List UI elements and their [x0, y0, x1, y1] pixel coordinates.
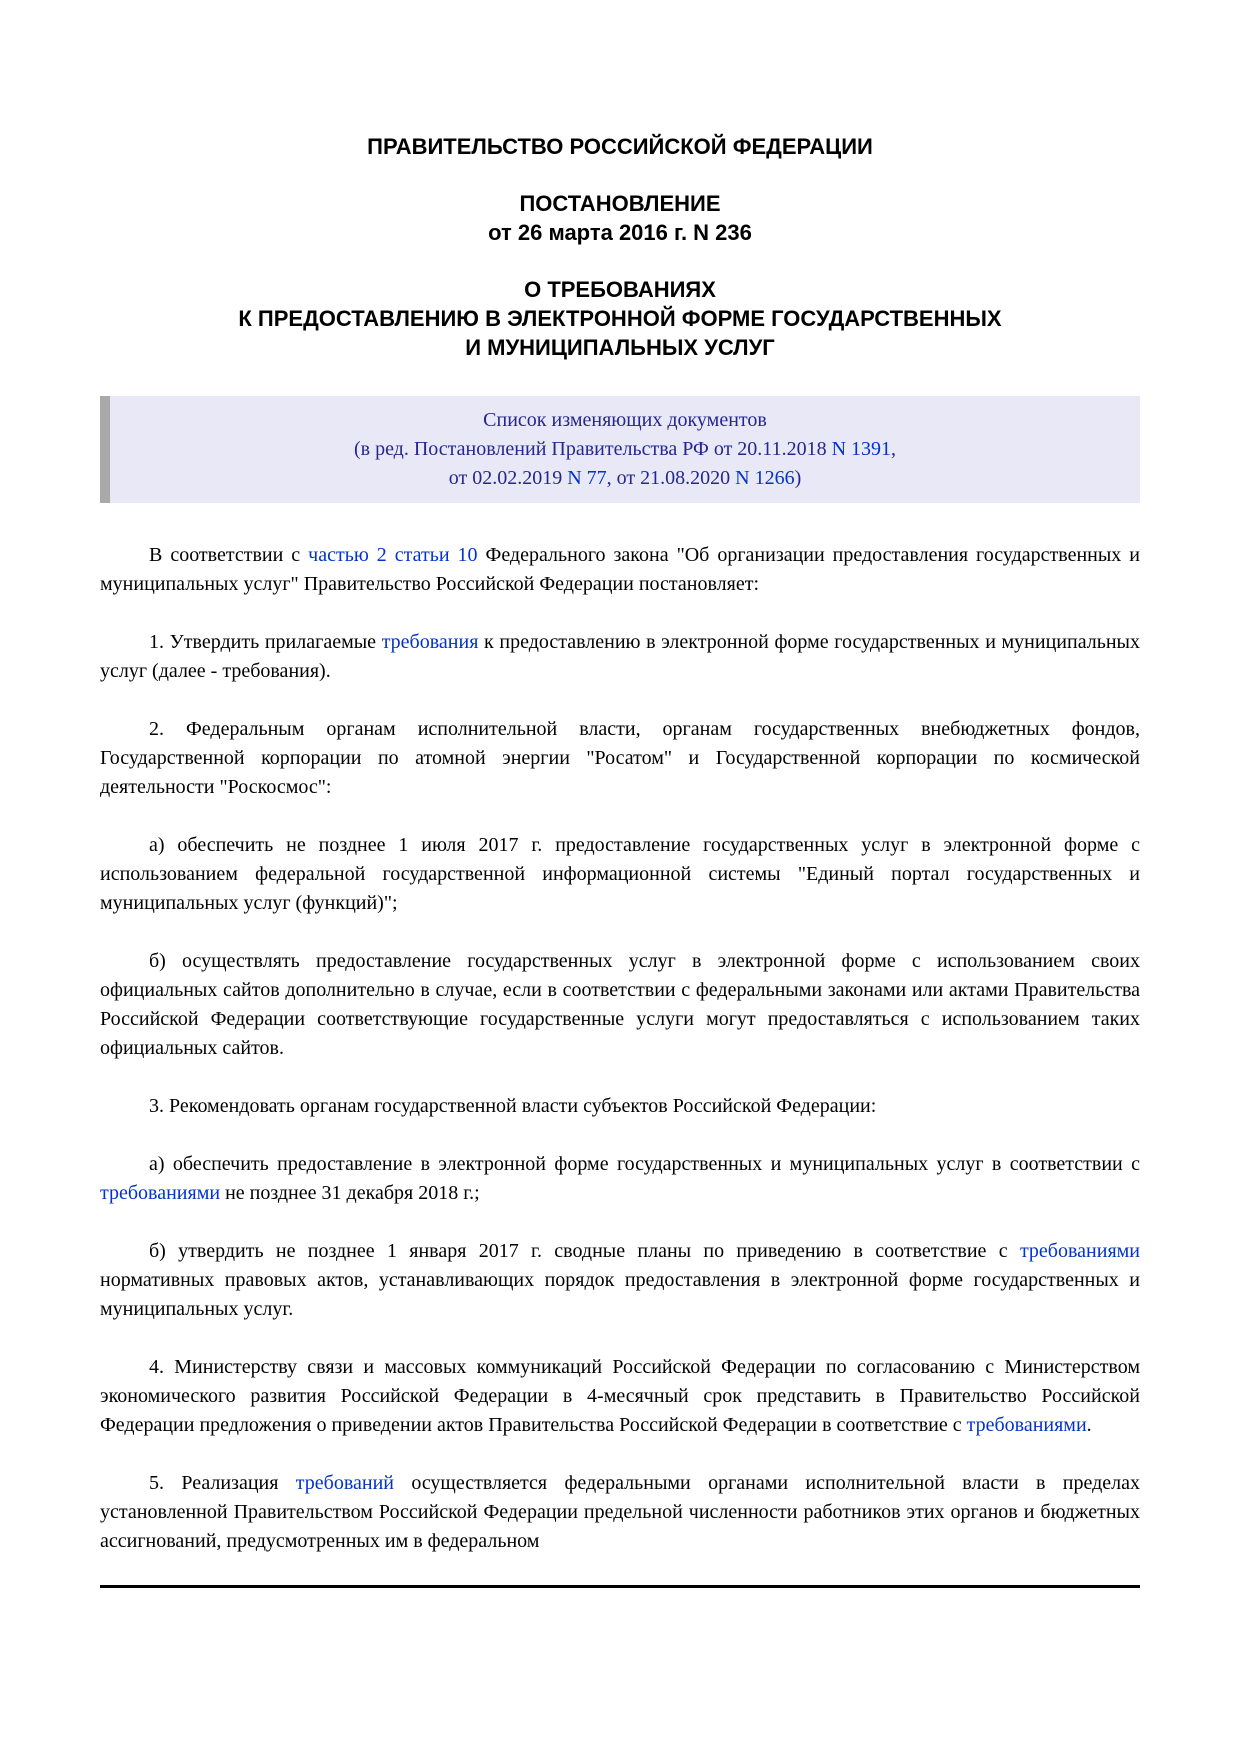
- doc-link[interactable]: требованиями: [1019, 1240, 1140, 1262]
- page-break-rule: [100, 1585, 1140, 1588]
- doc-link[interactable]: N 1266: [735, 467, 795, 489]
- doc-date-number: от 26 марта 2016 г. N 236: [488, 220, 752, 245]
- amendments-box-line: [130, 435, 1120, 464]
- paragraph: [100, 1150, 1140, 1208]
- text-run: 5. Реализация: [149, 1472, 296, 1494]
- text-run: ): [794, 467, 802, 489]
- paragraph: [100, 831, 1140, 918]
- doc-subject-line: К ПРЕДОСТАВЛЕНИЮ В ЭЛЕКТРОННОЙ ФОРМЕ ГОСУДАРСТВЕННЫХ: [238, 306, 1002, 331]
- text-run: а) обеспечить предоставление в электронной форме государственных и муниципальных услуг в соответствии с: [149, 1153, 1140, 1175]
- text-run: б) осуществлять предоставление государственных услуг в электронной форме с использованием своих официальных сайтов дополнительно в случае, если в соответствии с федеральными законами или актами Правительства Российской Федерации соответствующие государственные услуги могут предоставляться с использованием таких официальных сайтов.: [100, 950, 1140, 1059]
- text-run: ,: [891, 438, 897, 460]
- paragraph: [100, 1469, 1140, 1556]
- paragraph: [100, 1237, 1140, 1324]
- text-run: (в ред. Постановлений Правительства РФ от 20.11.2018: [353, 438, 832, 460]
- text-run: б) утвердить не позднее 1 января 2017 г. сводные планы по приведению в соответствие с: [149, 1240, 1020, 1262]
- text-run: 3. Рекомендовать органам государственной власти субъектов Российской Федерации:: [149, 1095, 877, 1117]
- text-run: осуществляется федеральными органами исполнительной власти в пределах установленной Правительством Российской Федерации предельной численности работников этих органов и бюджетных ассигнований, предусмотренных им в федеральном: [100, 1472, 1140, 1552]
- doc-link[interactable]: частью 2 статьи 10: [308, 544, 478, 566]
- authority-title: [100, 132, 1140, 161]
- doc-type-block: [100, 189, 1140, 247]
- text-run: 1. Утвердить прилагаемые: [149, 631, 382, 653]
- text-run: 4. Министерству связи и массовых коммуникаций Российской Федерации по согласованию с Министерством экономического развития Российской Федерации в 4-месячный срок представить в Правительство Российской Федерации предложения о приведении актов Правительства Российской Федерации в соответствие с: [100, 1356, 1140, 1436]
- text-run: 2. Федеральным органам исполнительной власти, органам государственных внебюджетных фондов, Государственной корпорации по атомной энергии "Росатом" и Государственной корпорации по космической деятельности "Роскосмос":: [100, 718, 1140, 798]
- doc-link[interactable]: требования: [381, 631, 479, 653]
- text-run: Федерального закона "Об организации предоставления государственных и муниципальных услуг" Правительство Российской Федерации постановляет:: [100, 544, 1140, 595]
- paragraph: [100, 715, 1140, 802]
- paragraph: [100, 947, 1140, 1063]
- amendments-box: [100, 396, 1140, 503]
- authority-title-text: ПРАВИТЕЛЬСТВО РОССИЙСКОЙ ФЕДЕРАЦИИ: [367, 134, 873, 159]
- doc-link[interactable]: N 77: [567, 467, 607, 489]
- text-run: , от 21.08.2020: [606, 467, 736, 489]
- paragraph: [100, 1353, 1140, 1440]
- doc-subject-line: О ТРЕБОВАНИЯХ: [524, 277, 716, 302]
- doc-link[interactable]: требованиями: [100, 1182, 221, 1204]
- text-run: от 02.02.2019: [448, 467, 568, 489]
- doc-link[interactable]: требованиями: [966, 1414, 1087, 1436]
- doc-subject: [100, 275, 1140, 362]
- text-run: к предоставлению в электронной форме государственных и муниципальных услуг (далее - требования).: [100, 631, 1140, 682]
- doc-type: ПОСТАНОВЛЕНИЕ: [519, 191, 721, 216]
- paragraph: [100, 1092, 1140, 1121]
- text-run: нормативных правовых актов, устанавливающих порядок предоставления в электронной форме государственных и муниципальных услуг.: [100, 1269, 1140, 1320]
- doc-link[interactable]: N 1391: [831, 438, 892, 460]
- amendments-box-line: [130, 464, 1120, 493]
- text-run: а) обеспечить не позднее 1 июля 2017 г. предоставление государственных услуг в электронной форме с использованием федеральной государственной информационной системы "Единый портал государственных и муниципальных услуг (функций)";: [100, 834, 1140, 914]
- text-run: .: [1086, 1414, 1092, 1436]
- doc-subject-line: И МУНИЦИПАЛЬНЫХ УСЛУГ: [465, 335, 775, 360]
- text-run: Список изменяющих документов: [483, 409, 767, 431]
- text-run: В соответствии с: [149, 544, 309, 566]
- paragraph: [100, 628, 1140, 686]
- amendments-box-line: [130, 406, 1120, 435]
- paragraph: [100, 541, 1140, 599]
- text-run: не позднее 31 декабря 2018 г.;: [220, 1182, 480, 1204]
- doc-link[interactable]: требований: [295, 1472, 394, 1494]
